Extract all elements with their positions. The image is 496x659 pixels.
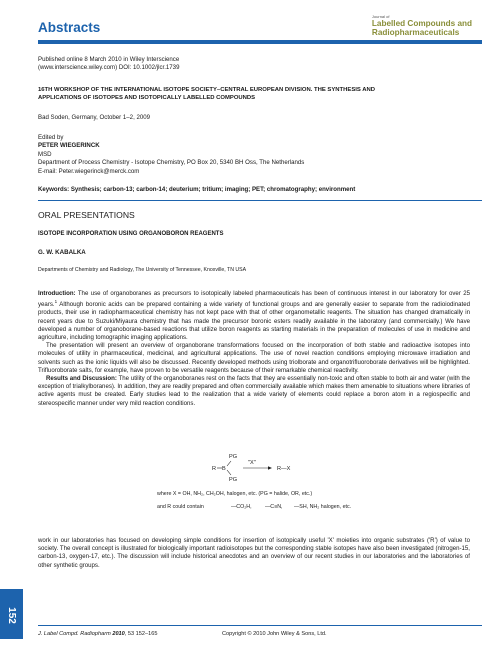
- intro-heading: Introduction:: [38, 290, 76, 297]
- scheme-bond-pg-bottom: [227, 470, 231, 475]
- concept-paragraph: work in our laboratories has focused on developing simple conditions for insertion of isotopically useful 'X' moieties into organic substrates ('R') of value to society. The overall concept is illustrated for biologically important radioisotopes but the corresponding stable isotopes have also been investigated (nitrogen-15, carbon-13, oxygen-17, etc.). The discussion will include historical anecdotes and an overview of our recent studies in our laboratories and the laboratories of other synthetic groups.: [38, 537, 470, 569]
- intro-paragraph: [38, 290, 470, 342]
- scheme-r-contain: and R could contain: [157, 504, 204, 510]
- results-text: The utility of the organoboranes rest on the facts that they are essentially non-toxic and often stable to both air and water (with the exception of trialkylboranes). In addition, they are readily prepared and often commercially available which makes them amenable to situations where libraries of active agents must be created. Early studies lead to the realization that a wide variety of elements could replace a boron atom in a regiospecific and stereospecific manner under very mild reaction conditions.: [38, 375, 470, 407]
- journal-logo-line1: Labelled Compounds and: [371, 19, 472, 28]
- page-number: [2, 603, 21, 627]
- citation-pages: , 53 152–165: [124, 631, 158, 637]
- scheme-where-line: where X = OH, NH₂, CH₂OH, halogen, etc. (PG = halide, OR, etc.): [157, 491, 313, 497]
- scheme-product: R—X: [277, 466, 291, 472]
- workshop-title-line2: APPLICATIONS OF ISOTOPES AND ISOTOPICALLY LABELLED COMPOUNDS: [38, 95, 256, 101]
- scheme-reactant-b: B: [222, 466, 226, 472]
- journal-logo-prefix: Journal of: [371, 14, 390, 19]
- intro-text-a: The use of organoboranes as precursors to isotopically labeled pharmaceuticals has been of continuous interest in our laboratory for over 25 years.: [38, 290, 470, 309]
- scheme-group-nitrile: —C≡N,: [265, 504, 283, 510]
- results-paragraph: [38, 375, 470, 408]
- scheme-reactant-r: R: [212, 466, 217, 472]
- editor-dept: Department of Process Chemistry - Isotope Chemistry, PO Box 20, 5340 BH Oss, The Netherlands: [38, 159, 305, 167]
- presentation-paragraph: The presentation will present an overview of organoborane transformations focused on the incorporation of both stable and radioactive isotopes into molecules of utility in pharmaceutical, medicinal, and agricultural applications. The use of novel reaction conditions employing microwave irradiation and solvents such as the ionic liquids will also be discussed. Recently developed methods using triolborate and organotrifluoroborate derivatives will be highlighted. Trifluoroborate salts, for example, have proven to be versatile reagents because of their remarkable chemical reactivity.: [38, 342, 470, 374]
- journal-logo: [372, 14, 472, 37]
- section-heading: ORAL PRESENTATIONS: [38, 210, 135, 220]
- article-body-top: [38, 290, 470, 408]
- intro-text-b: Although boronic acids can be prepared containing a wide variety of functional groups and are generally easier to separate from the radioiodinated products, their use in radiopharmaceutical chemistry has not kept pace with that of other organometallic reagents. The situation has changed dramatically in recent years due to Suzuki/Miyaura chemistry that has made the precursor boronic esters readily available in the laboratory (and commercially.) We have developed a number of organoborane-based reactions that utilize boron reagents as starting materials in the preparation of molecules of use in medicine and agriculture, including tomographic imaging applications.: [38, 301, 470, 342]
- article-affiliation: Departments of Chemistry and Radiology, The University of Tennessee, Knoxville, TN USA: [38, 267, 247, 273]
- journal-logo-line2: Radiopharmaceuticals: [371, 28, 460, 37]
- scheme-pg-top: PG: [229, 454, 238, 460]
- section-rule: [38, 200, 482, 201]
- editor-email[interactable]: E-mail: Peter.wiegerinck@merck.com: [38, 167, 140, 175]
- scheme-pg-bottom: PG: [229, 477, 238, 483]
- keywords: Keywords: Synthesis; carbon-13; carbon-14; deuterium; tritium; imaging; PET; chromatography; environment: [38, 186, 356, 193]
- workshop-location: Bad Soden, Germany, October 1–2, 2009: [38, 114, 151, 121]
- scheme-bond-pg-top: [227, 461, 231, 466]
- publication-date: Published online 8 March 2010 in Wiley Interscience: [38, 56, 180, 63]
- publication-info: [38, 56, 179, 73]
- scheme-group-carboxyl: —CO₂H,: [231, 504, 252, 510]
- editor-block: [38, 134, 304, 176]
- editor-org: MSD: [38, 150, 52, 158]
- editor-label: Edited by: [38, 134, 64, 141]
- footer-copyright: Copyright © 2010 John Wiley & Sons, Ltd.: [222, 631, 327, 637]
- header-rule: [38, 40, 482, 44]
- workshop-title-line1: 16TH WORKSHOP OF THE INTERNATIONAL ISOTOPE SOCIETY–CENTRAL EUROPEAN DIVISION. THE SYNTHESIS AND: [38, 87, 376, 93]
- page-section-title: Abstracts: [38, 20, 101, 35]
- reference-marker[interactable]: 1: [54, 299, 58, 305]
- citation-year: 2010: [112, 631, 125, 637]
- scheme-arrow-head: [268, 466, 272, 469]
- editor-name: PETER WIEGERINCK: [38, 142, 100, 150]
- workshop-title: [38, 86, 375, 102]
- doi-line[interactable]: (www.interscience.wiley.com) DOI: 10.1002/jlcr.1739: [38, 64, 180, 72]
- scheme-group-thiol: —SH, NH₂ halogen, etc.: [294, 504, 352, 510]
- article-body-bottom: [38, 537, 470, 570]
- page-number-text: 152: [6, 606, 17, 624]
- article-title: ISOTOPE INCORPORATION USING ORGANOBORON REAGENTS: [38, 231, 224, 237]
- article-author: G. W. KABALKA: [38, 249, 86, 256]
- scheme-reagent: "X": [248, 460, 256, 466]
- results-heading: Results and Discussion:: [46, 375, 117, 383]
- footer-rule: [38, 625, 482, 626]
- footer-citation: [38, 631, 157, 637]
- citation-journal: J. Label Compd. Radiopharm: [38, 631, 111, 637]
